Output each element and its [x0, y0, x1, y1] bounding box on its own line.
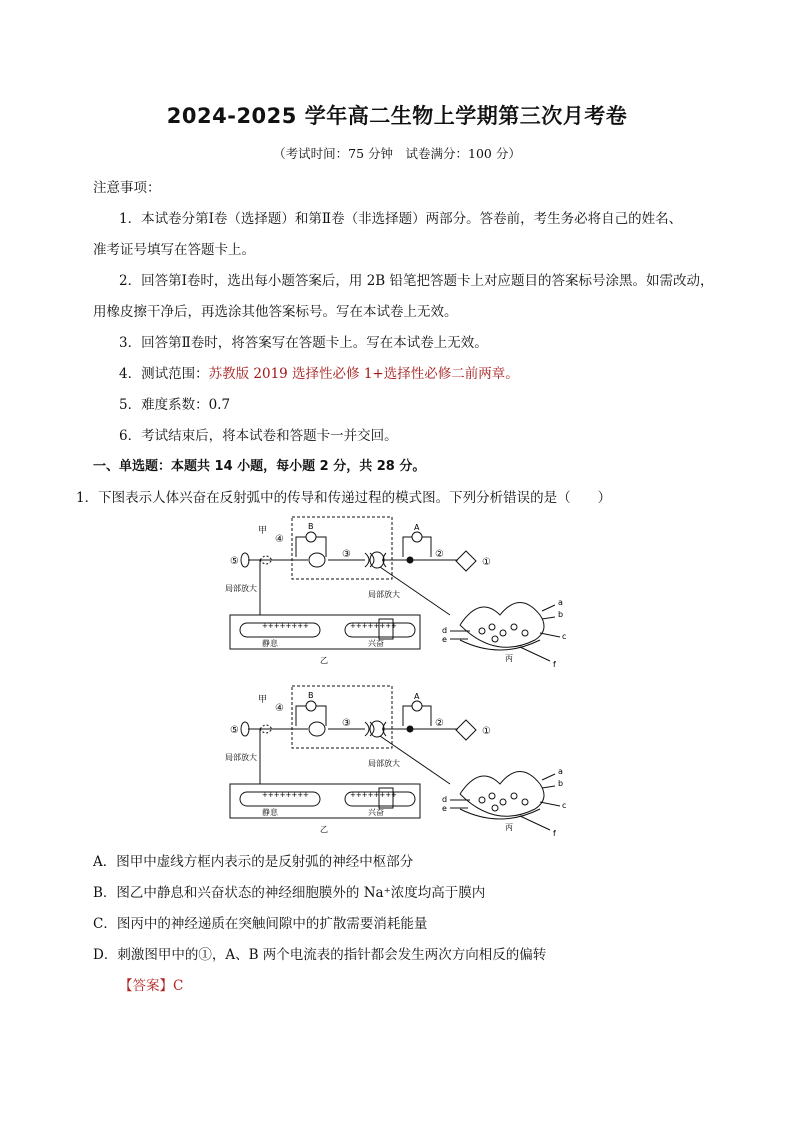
label-meter-a: A — [414, 692, 420, 701]
notice-heading: 注意事项： — [93, 180, 161, 196]
label-f: f — [553, 660, 556, 669]
label-f: f — [553, 829, 556, 838]
label-n5: ⑤ — [230, 725, 239, 736]
nerve-center-box — [292, 517, 392, 579]
exam-info: （考试时间：75 分钟 试卷满分：100 分） — [273, 146, 521, 161]
label-n2: ② — [435, 549, 444, 560]
label-n1: ① — [482, 726, 491, 737]
label-d: d — [442, 626, 448, 635]
label-n3: ③ — [342, 549, 351, 560]
label-c: c — [562, 632, 567, 641]
label-charges-left: ++++++++ — [262, 622, 309, 630]
notice-6: 6．考试结束后，将本试卷和答题卡一并交回。 — [119, 428, 398, 444]
label-yi: 乙 — [320, 656, 328, 665]
label-rest: 静息 — [262, 639, 278, 648]
label-jia: 甲 — [258, 526, 268, 536]
label-b: b — [558, 610, 564, 619]
label-excite: 兴奋 — [368, 808, 384, 817]
answer-label: 【答案】C — [119, 978, 184, 994]
label-n4: ④ — [275, 534, 284, 545]
label-excite: 兴奋 — [368, 639, 384, 648]
label-n2: ② — [435, 718, 444, 729]
label-zoom-left: 局部放大 — [225, 753, 257, 762]
label-meter-a: A — [414, 523, 420, 532]
label-bing: 丙 — [505, 654, 513, 663]
label-n5: ⑤ — [230, 556, 239, 567]
label-c: c — [562, 801, 567, 810]
question-stem: 1．下图表示人体兴奋在反射弧中的传导和传递过程的模式图。下列分析错误的是（ ） — [76, 490, 612, 506]
label-charges-left: ++++++++ — [262, 791, 309, 799]
notice-2: 2．回答第Ⅰ卷时，选出每小题答案后，用 2B 铅笔把答题卡上对应题目的答案标号涂黑。如需改动， — [119, 273, 714, 289]
label-n1: ① — [482, 557, 491, 568]
label-a: a — [558, 767, 563, 776]
label-meter-b: B — [308, 522, 314, 531]
page-title: 2024-2025 学年高二生物上学期第三次月考卷 — [166, 104, 628, 128]
reflex-arc-diagram-2 — [220, 684, 590, 844]
label-zoom-right: 局部放大 — [368, 590, 400, 599]
notice-2-cont: 用橡皮擦干净后，再选涂其他答案标号。写在本试卷上无效。 — [93, 304, 458, 320]
option-d: D．刺激图甲中的①，A、B 两个电流表的指针都会发生两次方向相反的偏转 — [93, 947, 547, 963]
notice-4-prefix: 4．测试范围： — [119, 366, 209, 382]
label-bing: 丙 — [505, 823, 513, 832]
label-charges-right: ++++++++ — [350, 622, 397, 630]
option-a: A．图甲中虚线方框内表示的是反射弧的神经中枢部分 — [93, 854, 414, 870]
section-heading: 一、单选题：本题共 14 小题，每小题 2 分，共 28 分。 — [93, 459, 426, 474]
label-d: d — [442, 795, 448, 804]
reflex-arc-diagram-1 — [220, 515, 590, 675]
option-b: B．图乙中静息和兴奋状态的神经细胞膜外的 Na⁺浓度均高于膜内 — [93, 885, 486, 901]
label-zoom-left: 局部放大 — [225, 584, 257, 593]
option-c: C．图丙中的神经递质在突触间隙中的扩散需要消耗能量 — [93, 916, 428, 932]
notice-3: 3．回答第Ⅱ卷时，将答案写在答题卡上。写在本试卷上无效。 — [119, 335, 488, 351]
label-n3: ③ — [342, 718, 351, 729]
label-rest: 静息 — [262, 808, 278, 817]
label-e: e — [442, 635, 447, 644]
notice-5: 5．难度系数：0.7 — [119, 397, 231, 413]
notice-4 — [119, 362, 519, 382]
label-meter-b: B — [308, 691, 314, 700]
label-charges-right: ++++++++ — [350, 791, 397, 799]
label-n4: ④ — [275, 703, 284, 714]
reflex-arc-figure-2 — [220, 684, 590, 844]
label-e: e — [442, 804, 447, 813]
reflex-arc-figure-1 — [220, 515, 590, 675]
notice-1-cont: 准考证号填写在答题卡上。 — [93, 242, 255, 258]
label-yi: 乙 — [320, 825, 328, 834]
notice-4-scope: 苏教版 2019 选择性必修 1+选择性必修二前两章。 — [208, 366, 519, 382]
label-jia: 甲 — [258, 695, 268, 705]
label-b: b — [558, 779, 564, 788]
label-a: a — [558, 598, 563, 607]
notice-1: 1．本试卷分第Ⅰ卷（选择题）和第Ⅱ卷（非选择题）两部分。答卷前，考生务必将自己的姓名、 — [119, 211, 683, 227]
label-zoom-right: 局部放大 — [368, 759, 400, 768]
